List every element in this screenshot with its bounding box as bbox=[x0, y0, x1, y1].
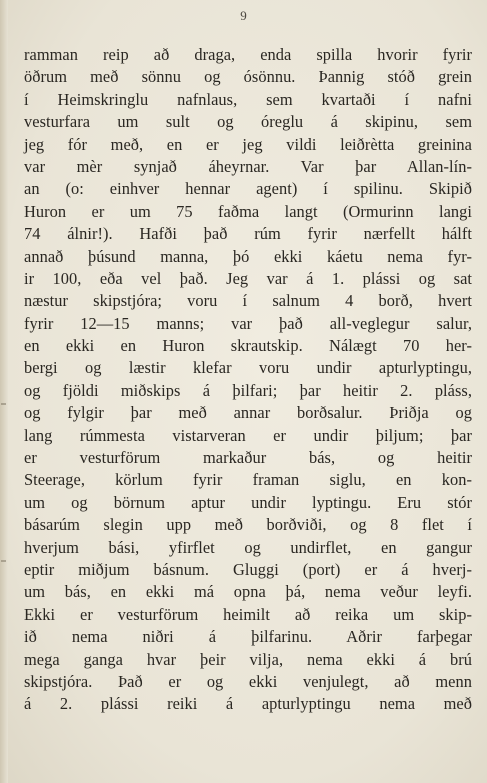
text-line: um bás, en ekki má opna þá, nema veður leyfi. bbox=[24, 582, 472, 602]
text-line: næstur skipstjóra; voru í salnum 4 borð, hvert bbox=[24, 291, 472, 311]
text-line: hverjum bási, yfirflet og undirflet, en gangur bbox=[24, 537, 472, 557]
margin-mark bbox=[1, 560, 6, 562]
text-line: er vesturförum markaður bás, og heitir bbox=[24, 448, 472, 468]
text-line: mega ganga hvar þeir vilja, nema ekki á brú bbox=[24, 649, 472, 669]
text-line: Ekki er vesturförum heimilt að reika um skip- bbox=[24, 604, 472, 624]
text-line: Huron er um 75 faðma langt (Ormurinn langi bbox=[24, 201, 472, 221]
text-line: básarúm slegin upp með borðviði, og 8 flet í bbox=[24, 515, 472, 535]
text-line: en ekki en Huron skrautskip. Nálægt 70 her- bbox=[24, 336, 472, 356]
text-line: jeg fór með, en er jeg vildi leiðrètta greinina bbox=[24, 134, 472, 154]
text-line: á 2. plássi reiki á apturlyptingu nema með bbox=[24, 694, 472, 714]
page-number: 9 bbox=[240, 8, 247, 23]
text-line: eptir miðjum básnum. Gluggi (port) er á hverj- bbox=[24, 559, 472, 579]
text-line: ir 100, eða vel það. Jeg var á 1. plássi og sat bbox=[24, 268, 472, 288]
page-gutter bbox=[0, 0, 8, 783]
text-line: bergi og læstir klefar voru undir apturlyptingu, bbox=[24, 358, 472, 378]
text-line: an (o: einhver hennar agent) í spilinu. Skipið bbox=[24, 179, 472, 199]
text-line: vesturfara um sult og óreglu á skipinu, sem bbox=[24, 112, 472, 132]
margin-mark bbox=[1, 403, 6, 405]
text-line: 74 álnir!). Hafði það rúm fyrir nærfellt hálft bbox=[24, 224, 472, 244]
body-text bbox=[24, 44, 472, 716]
text-line: um og börnum aptur undir lyptingu. Eru stór bbox=[24, 492, 472, 512]
text-line: ið nema niðri á þilfarinu. Aðrir farþegar bbox=[24, 627, 472, 647]
text-line: lang rúmmesta vistarveran er undir þiljum; þar bbox=[24, 425, 472, 445]
text-line: í Heimskringlu nafnlaus, sem kvartaði í nafni bbox=[24, 89, 472, 109]
text-line: annað þúsund manna, þó ekki káetu nema fyr- bbox=[24, 246, 472, 266]
text-line: og fjöldi miðskips á þilfari; þar heitir 2. pláss, bbox=[24, 380, 472, 400]
text-line: var mèr synjað áheyrnar. Var þar Allan-lín- bbox=[24, 156, 472, 176]
text-line: ramman reip að draga, enda spilla hvorir fyrir bbox=[24, 45, 472, 64]
text-line: öðrum með sönnu og ósönnu. Þannig stóð grein bbox=[24, 67, 472, 87]
text-line: Steerage, körlum fyrir framan siglu, en kon- bbox=[24, 470, 472, 490]
text-line: skipstjóra. Það er og ekki venjulegt, að menn bbox=[24, 671, 472, 691]
text-line: fyrir 12—15 manns; var það all-veglegur salur, bbox=[24, 313, 472, 333]
text-line: og fylgir þar með annar borðsalur. Þriðja og bbox=[24, 403, 472, 423]
